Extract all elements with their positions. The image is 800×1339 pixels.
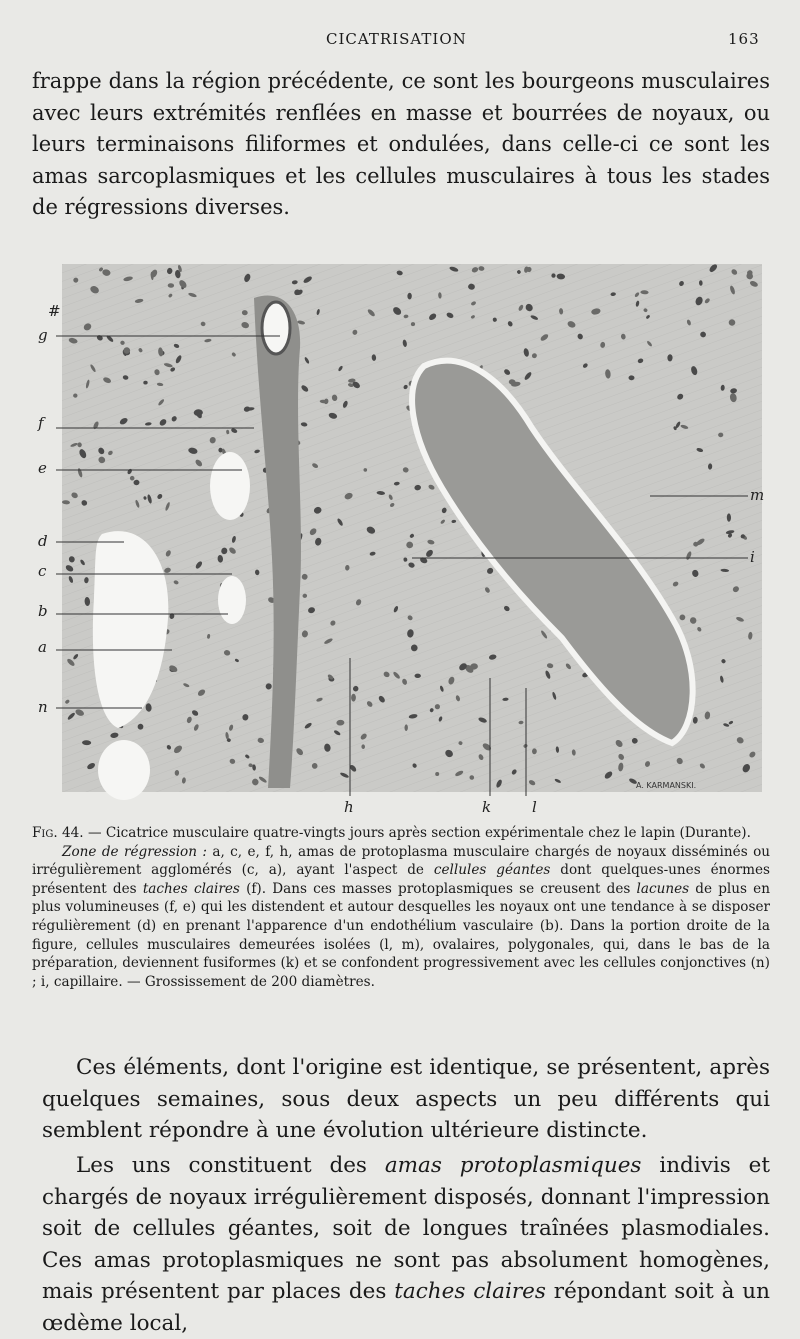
paragraph-3-emphasis-2: taches claires (394, 1279, 546, 1304)
label-d: d (38, 532, 48, 550)
label-f: f (38, 414, 44, 432)
lacuna-c (218, 576, 246, 624)
paragraph-2: Ces éléments, dont l'origine est identique, se présentent, après quelques semaines, sous deux aspects un peu différents qui semblent répondre à une évolution ultérieure distincte. (42, 1055, 770, 1143)
lacuna-bottom (98, 740, 150, 800)
paragraph-3-part-2: indivis et chargés de noyaux irrégulièrement disposés, donnant l'impression soit de cellules géantes, soit de longues traînées plasmodiales. Ces amas protoplasmiques ne sont pas absolument homogènes, mais présentent par places des (42, 1153, 770, 1304)
running-head (0, 30, 800, 54)
label-l: l (532, 798, 537, 816)
caption-title: — Cicatrice musculaire quatre-vingts jours après section expérimentale chez le lapin (Durante). (83, 825, 751, 841)
nucleus (551, 273, 555, 277)
label-m: m (750, 486, 765, 504)
label-c: c (38, 562, 47, 580)
histology-illustration (32, 258, 772, 820)
caption-segment: cellules géantes (433, 862, 551, 879)
paragraph-3-emphasis-1: amas protoplasmiques (384, 1153, 642, 1178)
caption-segments (32, 844, 770, 990)
label-a: a (38, 638, 47, 656)
label-top-left: # (48, 302, 61, 320)
label-n: n (38, 698, 48, 716)
label-b: b (38, 602, 48, 620)
caption-fig-label: Fig. 44. (32, 825, 84, 841)
figure-44 (32, 258, 772, 820)
caption-segment: (f). Dans ces masses protoplasmiques se creusent des (239, 880, 637, 897)
label-k: k (482, 798, 492, 816)
page-number: 163 (728, 30, 760, 48)
label-g: g (38, 326, 48, 344)
running-title: CICATRISATION (326, 30, 467, 48)
caption-segment: lacunes (636, 880, 690, 897)
caption-segment: dont quelques-unes énormes présentent des (32, 862, 770, 897)
label-e: e (38, 459, 47, 477)
lacuna-e (210, 452, 250, 520)
caption-line-1 (32, 824, 770, 843)
caption-segment: de plus en plus volumineuses (f, e) qui les distendent et autour desquelles les noyaux ont une tendance à se disposer régulièrement (d) en prenant l'apparence d'un endothélium vasculaire (b). Dans la portion droite de la figure, cellules musculaires demeurées isolées (l, m), ovalaires, polygonales, qui, dans le bas de la préparation, deviennent fusiformes (k) et se confondent progressivement avec les cellules conjonctives (n) ; i, capillaire. — Grossissement de 200 diamètres. (32, 880, 770, 990)
figure-caption (32, 824, 770, 991)
caption-segment: taches claires (142, 880, 240, 897)
label-h: h (344, 798, 354, 816)
paragraph-3-part-1: Les uns constituent des (76, 1153, 385, 1178)
label-i: i (750, 548, 755, 566)
caption-zone-title: Zone de régression : (62, 843, 207, 860)
paragraph-top: frappe dans la région précédente, ce sont les bourgeons musculaires avec leurs extrémités renflées en masse et bourrées de noyaux, ou leurs terminaisons filiformes et ondulées, dans celle-ci ce sont les amas sarcoplasmiques et les cellules musculaires à tous les stades de régressions diverses. (32, 69, 770, 219)
artist-signature: A. KARMANSKI. (636, 781, 697, 790)
paragraph-3 (42, 1150, 770, 1339)
lacuna-g (262, 302, 290, 354)
caption-segment: a, c, e, f, h, amas de protoplasma musculaire chargés de noyaux disséminés ou irrégulièrement agglomérés (c, a), ayant l'aspect de (32, 843, 771, 879)
paragraph-3-part-3: répondant soit à un œdème local, (42, 1279, 771, 1336)
caption-legend (32, 843, 770, 992)
